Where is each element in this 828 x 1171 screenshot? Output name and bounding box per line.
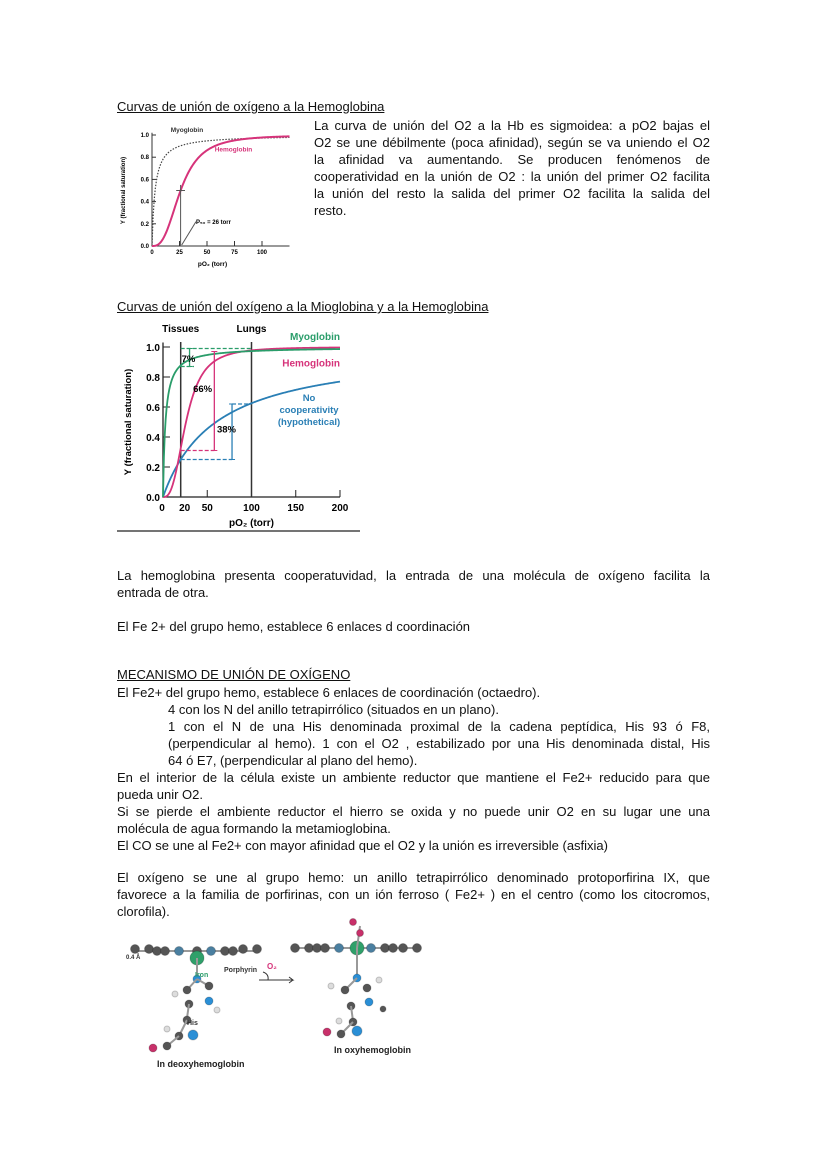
section-title-mechanism: MECANISMO DE UNIÓN DE OXÍGENO — [117, 667, 351, 682]
pct-hemoglobin: 66% — [193, 384, 213, 395]
myoglobin-label: Myoglobin — [170, 127, 204, 134]
y-axis-label: Y (fractional saturation) — [123, 368, 134, 476]
text-line: molécula de agua formando la metamioglobina. — [117, 821, 391, 836]
y-tick-label: 0.8 — [146, 373, 160, 384]
atom — [365, 998, 373, 1006]
atom — [380, 1006, 386, 1012]
o2-label: O₂ — [267, 962, 277, 971]
section-title-hemoglobin-curves: Curvas de unión de oxígeno a la Hemoglobina — [117, 99, 385, 114]
atom — [164, 1026, 170, 1032]
x-tick-label: 150 — [287, 503, 305, 514]
atom — [188, 1030, 198, 1040]
y-tick-label: 0.6 — [146, 403, 160, 414]
distance-label: 0.4 Å — [126, 955, 141, 961]
myoglobin-label: Myoglobin — [290, 332, 340, 343]
pct-nocoop: 38% — [216, 424, 237, 436]
text-line: El CO se une al Fe2+ con mayor afinidad que el O2 y la unión es irreversible (asfixia) — [117, 838, 608, 853]
atom — [239, 945, 248, 954]
atom — [337, 1030, 345, 1038]
atom — [341, 986, 349, 994]
atom — [357, 930, 364, 937]
text-line: La curva de unión del O2 a la Hb es sigmoidea: a pO2 bajas el — [314, 118, 710, 133]
nocoop-label: cooperativity — [279, 405, 339, 416]
x-tick-label: 50 — [201, 503, 213, 514]
heme-structure-figure — [117, 918, 437, 1078]
atom — [131, 945, 140, 954]
atom — [399, 944, 408, 953]
text-line: la afinidad va aumentando. Se producen fenómenos de — [314, 152, 710, 167]
paragraph-cooperativity — [117, 567, 710, 601]
y-tick-label: 0.4 — [146, 433, 160, 444]
atom — [207, 947, 216, 956]
atom — [163, 1042, 171, 1050]
pct-myoglobin: 7% — [181, 354, 196, 365]
x-tick-label: 100 — [256, 250, 268, 256]
text-line: (perpendicular al hemo). 1 con el O2 , estabilizado por una His denominada distal, His — [168, 736, 710, 751]
paragraph-sigmoid — [314, 117, 710, 219]
x-tick-label: 100 — [243, 503, 260, 514]
atom — [291, 944, 300, 953]
text-line: resto. — [314, 203, 347, 218]
atom — [376, 977, 382, 983]
atom — [205, 982, 213, 990]
x-tick-label: 0 — [150, 250, 154, 256]
myoglobin-curve — [152, 137, 290, 246]
text-line: El Fe2+ del grupo hemo, establece 6 enlaces de coordinación (octaedro). — [117, 685, 541, 700]
y-axis-label: Y (fractional saturation) — [121, 156, 127, 225]
text-line: 4 con los N del anillo tetrapirrólico (situados en un plano). — [168, 702, 499, 717]
nocoop-label: No — [302, 393, 316, 404]
text-line: El oxígeno se une al grupo hemo: un anillo tetrapirrólico denominado protoporfirina IX, que — [117, 870, 710, 885]
atom — [172, 991, 178, 997]
y-tick-label: 0.2 — [146, 463, 160, 474]
y-tick-label: 0.6 — [140, 177, 149, 184]
x-tick-label: 50 — [203, 250, 211, 256]
hemoglobin-label: Hemoglobin — [282, 358, 340, 370]
lungs-label: Lungs — [236, 324, 267, 335]
deoxy-caption: In deoxyhemoglobin — [157, 1059, 245, 1069]
text-line: entrada de otra. — [117, 585, 209, 600]
x-tick-label: 20 — [179, 503, 191, 514]
atom — [336, 1018, 342, 1024]
x-tick-label: 25 — [176, 250, 183, 256]
atom — [413, 944, 422, 953]
iron-label: Iron — [195, 972, 209, 979]
y-tick-label: 0.0 — [140, 244, 149, 250]
y-tick-label: 0.8 — [140, 155, 149, 162]
atom — [363, 984, 371, 992]
hemoglobin-label: Hemoglobin — [214, 146, 253, 154]
x-tick-label: 200 — [331, 503, 349, 514]
atom — [175, 947, 184, 956]
hemoglobin-binding-chart — [117, 120, 307, 285]
text-line: 1 con el N de una His denominada proximal de la cadena peptídica, His 93 ó F8, — [168, 719, 710, 734]
text-line: Si se pierde el ambiente reductor el hierro se oxida y no puede unir O2 en su lugar une una — [117, 804, 710, 819]
atom — [335, 944, 344, 953]
nocoop-label: (hypothetical) — [277, 417, 341, 428]
p50-pointer — [182, 222, 196, 245]
section-title-myo-hemo-curves: Curvas de unión del oxígeno a la Mioglobina y a la Hemoglobina — [117, 299, 489, 314]
paragraph-fe-bonds: El Fe 2+ del grupo hemo, establece 6 enlaces d coordinación — [117, 619, 471, 634]
text-line: clorofila). — [117, 904, 170, 919]
x-tick-label: 0 — [159, 503, 165, 514]
y-tick-label: 0.4 — [140, 199, 149, 206]
oxy-caption: In oxyhemoglobin — [334, 1045, 412, 1055]
myoglobin-hemoglobin-chart — [117, 318, 367, 536]
atom — [352, 1026, 362, 1036]
text-line: 64 ó E7, (perpendicular al plano del hemo). — [168, 753, 418, 768]
atom — [161, 947, 170, 956]
y-tick-label: 1.0 — [146, 343, 160, 354]
text-line: cooperatividad en la unión de O2 : la unión del primer O2 facilita — [314, 169, 710, 184]
tissues-label: Tissues — [162, 324, 200, 335]
atom — [149, 1044, 157, 1052]
atom — [367, 944, 376, 953]
atom — [328, 983, 334, 989]
text-line: favorece a la familia de porfirinas, con un ión ferroso ( Fe2+ ) en el centro (como los citocromos, — [117, 887, 710, 902]
p50-label: P₅₀ = 26 torr — [196, 219, 231, 226]
y-tick-label: 1.0 — [140, 133, 149, 139]
text-line: la unión del resto la salida del primer O2 facilita la salida del — [314, 186, 710, 201]
text-line: O2 se une débilmente (poca afinidad), según se va uniendo el O2 — [314, 135, 710, 150]
text-line: En el interior de la célula existe un ambiente reductor que mantiene el Fe2+ reducido para que — [117, 770, 710, 785]
atom — [321, 944, 330, 953]
atom — [350, 919, 357, 926]
atom — [253, 945, 262, 954]
y-tick-label: 0.0 — [146, 493, 160, 504]
x-axis-label: pO₂ (torr) — [197, 261, 228, 268]
porphyrin-label: Porphyrin — [224, 967, 258, 974]
x-axis-label: pO₂ (torr) — [229, 518, 274, 529]
atom — [214, 1007, 220, 1013]
atom — [323, 1028, 331, 1036]
x-tick-label: 75 — [231, 250, 238, 256]
atom — [183, 986, 191, 994]
atom — [389, 944, 398, 953]
text-line: La hemoglobina presenta cooperatuvidad, la entrada de una molécula de oxígeno facilita la — [117, 568, 710, 583]
reaction-arrow-icon — [259, 972, 293, 983]
text-line: pueda unir O2. — [117, 787, 204, 802]
mechanism-text — [117, 684, 710, 854]
atom — [229, 947, 238, 956]
his-label: His — [187, 1020, 198, 1027]
paragraph-hemo-group — [117, 869, 710, 920]
y-tick-label: 0.2 — [140, 221, 149, 228]
atom — [205, 997, 213, 1005]
